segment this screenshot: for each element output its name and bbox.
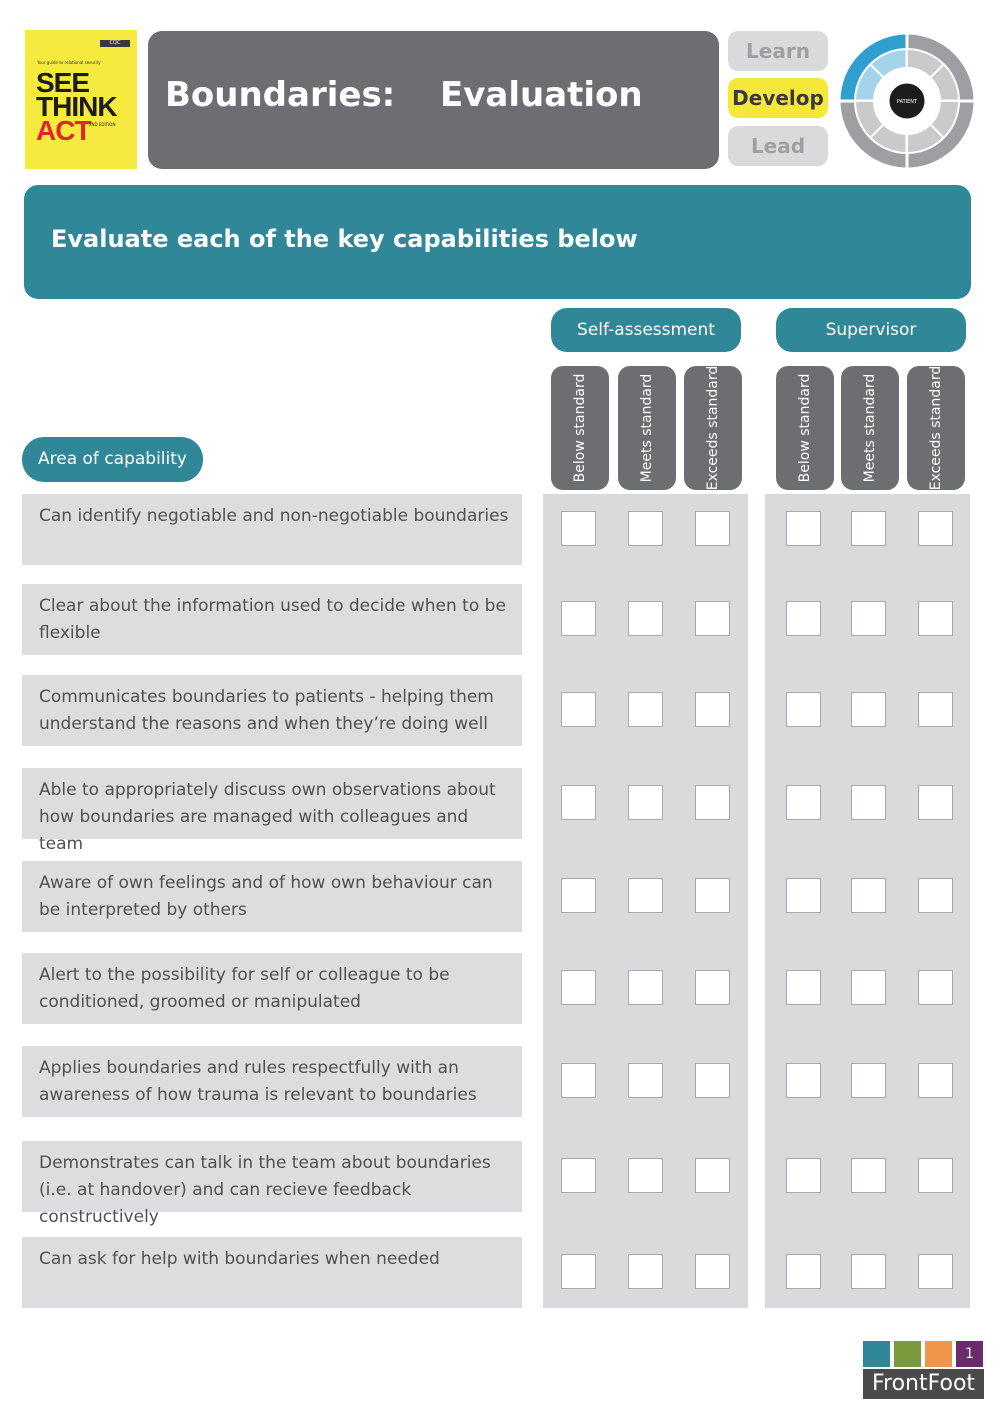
capability-text: Clear about the information used to decide when to be flexible <box>39 596 506 643</box>
capability-row <box>22 675 522 746</box>
checkbox-self-exceeds[interactable] <box>695 785 730 820</box>
checkbox-sup-exceeds[interactable] <box>918 1158 953 1193</box>
checkbox-self-meets[interactable] <box>628 785 663 820</box>
checkbox-sup-below[interactable] <box>786 970 821 1005</box>
capability-text: Demonstrates can talk in the team about boundaries (i.e. at handover) and can recieve feedback constructively <box>39 1153 491 1227</box>
footer-square-orange <box>925 1341 952 1367</box>
checkbox-self-meets[interactable] <box>628 1158 663 1193</box>
self-col-exceeds-standard: Exceeds standard <box>684 366 742 490</box>
capability-text: Applies boundaries and rules respectfully with an awareness of how trauma is relevant to boundaries <box>39 1058 477 1105</box>
logo-think: THINK <box>36 91 117 122</box>
checkbox-sup-exceeds[interactable] <box>918 1063 953 1098</box>
checkbox-self-below[interactable] <box>561 785 596 820</box>
capability-row <box>22 1046 522 1117</box>
checkbox-sup-exceeds[interactable] <box>918 1254 953 1289</box>
checkbox-self-exceeds[interactable] <box>695 511 730 546</box>
title-bar <box>148 31 719 169</box>
see-think-act-logo <box>25 30 137 169</box>
capability-text: Able to appropriately discuss own observations about how boundaries are managed with colleagues and team <box>39 780 496 854</box>
sup-col-meets-standard: Meets standard <box>841 366 899 490</box>
capability-text: Communicates boundaries to patients - helping them understand the reasons and when they’re doing well <box>39 687 494 734</box>
capability-row <box>22 494 522 565</box>
logo-see: SEE <box>36 67 90 98</box>
checkbox-sup-meets[interactable] <box>851 1254 886 1289</box>
capability-text: Can identify negotiable and non-negotiable boundaries <box>39 506 509 526</box>
checkbox-sup-exceeds[interactable] <box>918 878 953 913</box>
capability-row <box>22 1141 522 1227</box>
capability-row <box>22 953 522 1024</box>
self-col-meets-standard: Meets standard <box>618 366 676 490</box>
instruction-banner <box>24 185 971 299</box>
checkbox-sup-below[interactable] <box>786 692 821 727</box>
checkbox-sup-exceeds[interactable] <box>918 601 953 636</box>
capability-text: Aware of own feelings and of how own behaviour can be interpreted by others <box>39 873 493 920</box>
logo-tagline: Your guide to relational security <box>37 60 101 65</box>
area-of-capability-label: Area of capability <box>22 437 203 482</box>
page-number: 1 <box>956 1341 983 1367</box>
checkbox-sup-meets[interactable] <box>851 970 886 1005</box>
checkbox-self-below[interactable] <box>561 1158 596 1193</box>
checkbox-self-meets[interactable] <box>628 692 663 727</box>
checkbox-sup-meets[interactable] <box>851 692 886 727</box>
checkbox-sup-below[interactable] <box>786 511 821 546</box>
checkbox-sup-below[interactable] <box>786 785 821 820</box>
logo-act: ACT <box>36 115 91 146</box>
banner-text: Evaluate each of the key capabilities below <box>51 225 638 253</box>
self-assessment-header: Self-assessment <box>551 308 741 352</box>
checkbox-self-below[interactable] <box>561 511 596 546</box>
checkbox-self-meets[interactable] <box>628 601 663 636</box>
checkbox-self-below[interactable] <box>561 692 596 727</box>
capability-row <box>22 768 522 854</box>
relational-security-wheel <box>837 31 977 171</box>
checkbox-self-below[interactable] <box>561 1254 596 1289</box>
checkbox-self-below[interactable] <box>561 878 596 913</box>
sup-col-below-standard: Below standard <box>776 366 834 490</box>
logo-edition: 2ND EDITION <box>89 122 116 127</box>
checkbox-self-meets[interactable] <box>628 970 663 1005</box>
supervisor-header: Supervisor <box>776 308 966 352</box>
sup-col-exceeds-standard: Exceeds standard <box>907 366 965 490</box>
checkbox-self-below[interactable] <box>561 601 596 636</box>
checkbox-sup-meets[interactable] <box>851 1158 886 1193</box>
page-subtitle: Evaluation <box>440 75 643 115</box>
checkbox-sup-exceeds[interactable] <box>918 692 953 727</box>
checkbox-self-exceeds[interactable] <box>695 692 730 727</box>
footer-square-teal <box>863 1341 890 1367</box>
checkbox-self-meets[interactable] <box>628 1063 663 1098</box>
stage-learn[interactable]: Learn <box>728 31 828 71</box>
checkbox-self-exceeds[interactable] <box>695 601 730 636</box>
capability-row <box>22 1237 522 1308</box>
checkbox-sup-below[interactable] <box>786 1158 821 1193</box>
capability-text: Alert to the possibility for self or colleague to be conditioned, groomed or manipulated <box>39 965 450 1012</box>
checkbox-sup-below[interactable] <box>786 1254 821 1289</box>
stage-lead[interactable]: Lead <box>728 126 828 166</box>
checkbox-sup-meets[interactable] <box>851 878 886 913</box>
checkbox-self-meets[interactable] <box>628 511 663 546</box>
checkbox-sup-below[interactable] <box>786 601 821 636</box>
footer-square-green <box>894 1341 921 1367</box>
checkbox-sup-exceeds[interactable] <box>918 785 953 820</box>
checkbox-self-exceeds[interactable] <box>695 970 730 1005</box>
wheel-center-label: PATIENT <box>896 99 918 105</box>
checkbox-sup-below[interactable] <box>786 878 821 913</box>
capability-row <box>22 584 522 655</box>
checkbox-sup-exceeds[interactable] <box>918 970 953 1005</box>
checkbox-sup-meets[interactable] <box>851 1063 886 1098</box>
page-title: Boundaries: <box>165 75 396 115</box>
checkbox-sup-meets[interactable] <box>851 785 886 820</box>
checkbox-sup-exceeds[interactable] <box>918 511 953 546</box>
cqc-badge: CQC <box>100 40 130 47</box>
checkbox-sup-below[interactable] <box>786 1063 821 1098</box>
checkbox-self-exceeds[interactable] <box>695 1063 730 1098</box>
frontfoot-logo: FrontFoot <box>863 1369 984 1399</box>
checkbox-self-below[interactable] <box>561 970 596 1005</box>
capability-row <box>22 861 522 932</box>
checkbox-self-meets[interactable] <box>628 878 663 913</box>
checkbox-self-meets[interactable] <box>628 1254 663 1289</box>
checkbox-self-exceeds[interactable] <box>695 1254 730 1289</box>
checkbox-sup-meets[interactable] <box>851 511 886 546</box>
stage-develop[interactable]: Develop <box>728 78 828 118</box>
checkbox-self-exceeds[interactable] <box>695 1158 730 1193</box>
checkbox-self-below[interactable] <box>561 1063 596 1098</box>
checkbox-sup-meets[interactable] <box>851 601 886 636</box>
checkbox-self-exceeds[interactable] <box>695 878 730 913</box>
self-col-below-standard: Below standard <box>551 366 609 490</box>
capability-text: Can ask for help with boundaries when needed <box>39 1249 440 1269</box>
